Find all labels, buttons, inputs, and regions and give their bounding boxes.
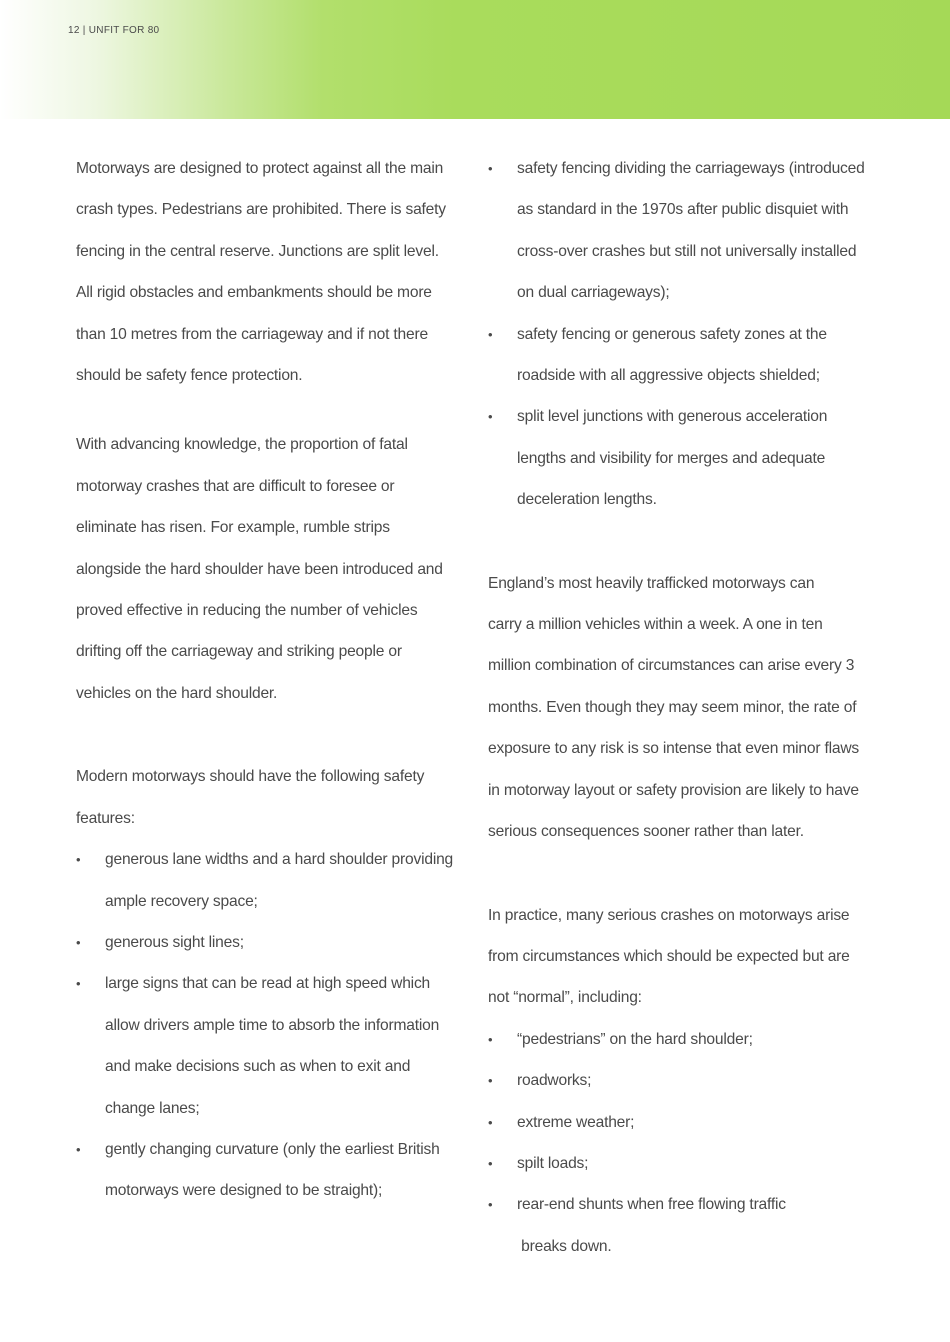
text-line: than 10 metres from the carriageway and if not there <box>76 325 428 343</box>
list-item <box>488 1019 888 1060</box>
right-para-2 <box>488 895 888 1019</box>
list-item <box>76 922 476 963</box>
text-line: as standard in the 1970s after public disquiet with <box>517 201 849 219</box>
text-line: million combination of circumstances can arise every 3 <box>488 657 855 675</box>
text-line: from circumstances which should be expected but are <box>488 947 850 965</box>
bullet-icon: • <box>488 409 493 425</box>
safety-features-list <box>76 839 476 1212</box>
safety-features-list-continued <box>488 148 888 521</box>
text-line: roadside with all aggressive objects shielded; <box>517 367 820 385</box>
text-line: eliminate has risen. For example, rumble strips <box>76 519 390 537</box>
text-line: lengths and visibility for merges and adequate <box>517 449 826 467</box>
bullet-icon: • <box>76 976 81 992</box>
text-line: generous sight lines; <box>105 933 244 951</box>
text-line: should be safety fence protection. <box>76 367 303 385</box>
text-line: gently changing curvature (only the earliest British <box>105 1140 440 1158</box>
text-line: fencing in the central reserve. Junctions are split level. <box>76 242 439 260</box>
left-para-1 <box>76 148 476 396</box>
list-item <box>76 1129 476 1212</box>
paragraph-gap <box>76 396 476 424</box>
bullet-icon: • <box>488 161 493 176</box>
text-line: In practice, many serious crashes on motorways arise <box>488 906 850 924</box>
bullet-icon: • <box>488 326 493 342</box>
header-band <box>0 0 950 119</box>
left-para-2 <box>76 424 476 714</box>
list-item <box>488 1184 888 1267</box>
text-line: and make decisions such as when to exit and <box>105 1058 411 1076</box>
paragraph-gap <box>76 714 476 756</box>
text-line: in motorway layout or safety provision are likely to have <box>488 781 859 799</box>
text-line: extreme weather; <box>517 1113 635 1131</box>
list-item <box>488 1102 888 1143</box>
circumstances-list <box>488 1019 888 1267</box>
list-item <box>488 1060 888 1101</box>
text-line: rear-end shunts when free flowing traffic <box>517 1196 786 1214</box>
paragraph-gap <box>488 853 888 895</box>
right-para-1 <box>488 563 888 853</box>
text-line: large signs that can be read at high speed which <box>105 975 431 993</box>
paragraph-gap <box>488 521 888 563</box>
text-line: motorway crashes that are difficult to foresee or <box>76 477 395 495</box>
bullet-icon: • <box>76 1141 81 1157</box>
text-line: on dual carriageways); <box>517 284 670 302</box>
text-line: not “normal”, including: <box>488 989 642 1007</box>
bullet-icon: • <box>488 1155 493 1171</box>
text-line: split level junctions with generous acceleration <box>517 408 828 426</box>
text-line: change lanes; <box>105 1099 200 1117</box>
text-line: crash types. Pedestrians are prohibited. There is safety <box>76 201 446 219</box>
text-line: motorways were designed to be straight); <box>105 1182 383 1200</box>
bullet-icon: • <box>488 1073 493 1089</box>
list-item <box>488 396 888 520</box>
bullet-icon: • <box>488 1197 493 1213</box>
bullet-icon: • <box>76 852 81 868</box>
text-line: cross-over crashes but still not universally installed <box>517 242 857 260</box>
list-item <box>76 963 476 1129</box>
left-para-3 <box>76 756 476 839</box>
text-line: months. Even though they may seem minor, the rate of <box>488 698 857 716</box>
text-line: features: <box>76 809 135 827</box>
text-line: drifting off the carriageway and striking people or <box>76 643 402 661</box>
text-line: allow drivers ample time to absorb the information <box>105 1016 440 1034</box>
bullet-icon: • <box>488 1114 493 1130</box>
text-line: safety fencing or generous safety zones at the <box>517 325 827 343</box>
text-line: breaks down. <box>517 1237 612 1255</box>
text-line: Motorways are designed to protect against all the main <box>76 160 444 177</box>
text-line: alongside the hard shoulder have been introduced and <box>76 560 443 578</box>
text-line: serious consequences sooner rather than later. <box>488 823 804 841</box>
text-line: England’s most heavily trafficked motorways can <box>488 574 815 592</box>
bullet-icon: • <box>488 1031 493 1047</box>
text-line: “pedestrians” on the hard shoulder; <box>517 1030 753 1048</box>
list-item <box>76 839 476 922</box>
running-head: 12 | UNFIT FOR 80 <box>68 25 160 36</box>
text-line: spilt loads; <box>517 1154 589 1172</box>
left-column <box>76 148 476 1212</box>
text-line: vehicles on the hard shoulder. <box>76 684 278 702</box>
text-line: exposure to any risk is so intense that even minor flaws <box>488 740 860 758</box>
text-line: carry a million vehicles within a week. A one in ten <box>488 616 823 634</box>
text-line: generous lane widths and a hard shoulder providing <box>105 851 454 869</box>
bullet-icon: • <box>76 934 81 950</box>
text-line: ample recovery space; <box>105 892 258 910</box>
text-line: roadworks; <box>517 1072 592 1090</box>
text-line: deceleration lengths. <box>517 491 657 509</box>
text-line: proved effective in reducing the number of vehicles <box>76 602 418 620</box>
text-line: With advancing knowledge, the proportion of fatal <box>76 436 408 454</box>
text-line: Modern motorways should have the following safety <box>76 768 425 786</box>
right-column <box>488 148 888 1267</box>
text-line: safety fencing dividing the carriageways (introduced <box>517 160 865 177</box>
list-item <box>488 1143 888 1184</box>
text-line: All rigid obstacles and embankments should be more <box>76 284 432 302</box>
list-item <box>488 314 888 397</box>
list-item <box>488 148 888 314</box>
